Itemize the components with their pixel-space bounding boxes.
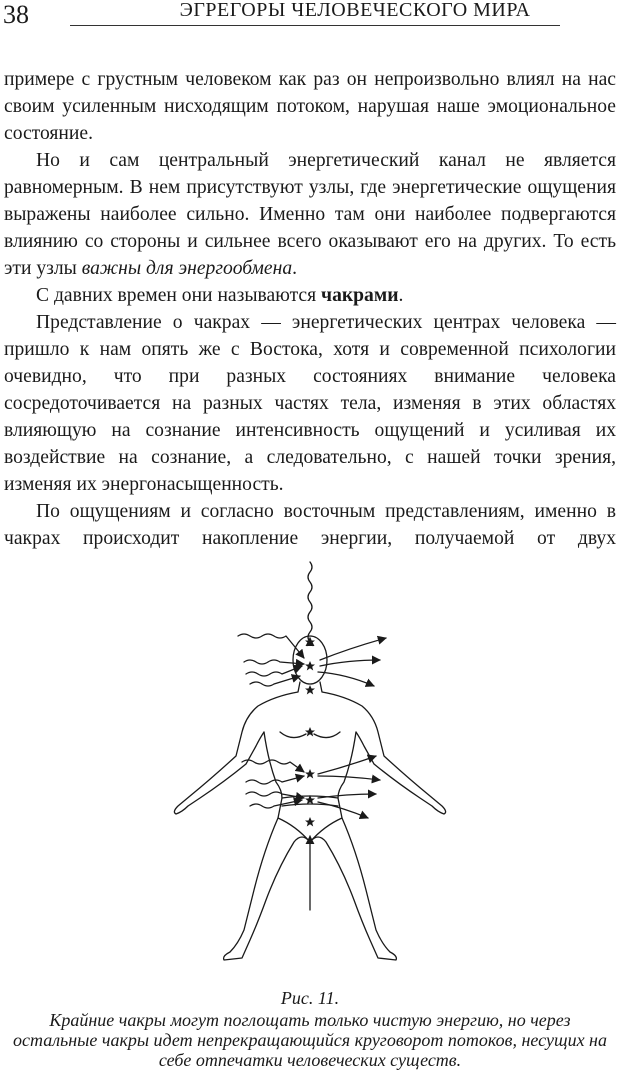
paragraph-2-text: Но и сам центральный энергетический канал не является равномерным. В нем присутствуют узлы, где энергетические ощущения выражены наиболее сильно. Именно там они наиболее подвергаются влиянию со стороны и сильнее всего оказывают его на других. То есть эти узлы — [4, 150, 616, 279]
paragraph-4: Представление о чакрах — энергетических центрах человека — пришло к нам опять же с Востока, хотя и современной психологии очевидно, что при разных состояниях внимание человека сосредоточивается на разных частях тела, изменяя в этих областях влияющую на сознание интенсивность ощущений и усиливая их воздействие на сознание, а следовательно, с нашей точки зрения, изменяя их энергонасыщенность. — [4, 312, 616, 495]
running-title: ЭГРЕГОРЫ ЧЕЛОВЕЧЕСКОГО МИРА — [179, 0, 531, 21]
chakra-figure-illustration — [150, 550, 470, 980]
chakra-star-heart — [305, 727, 315, 737]
paragraph-1: примере с грустным человеком как раз он непроизвольно влиял на нас своим усиленным нисходящим потоком, нарушая наше эмоциональное состояние. — [4, 69, 616, 144]
figure-label: Рис. 11. — [280, 988, 340, 1008]
paragraph-3-end: . — [398, 285, 404, 306]
figure-caption: Крайние чакры могут поглощать только чистую энергию, но через остальные чакры идет непрекращающийся круговорот потоков, несущих на себе отпечатки человеческих существ. — [13, 1010, 607, 1070]
body-text — [4, 66, 616, 552]
chakra-star-throat — [305, 685, 315, 695]
chakra-star-crown — [305, 637, 315, 647]
paragraph-2 — [4, 147, 616, 282]
header-rule — [70, 25, 560, 26]
chakra-star-brow — [305, 661, 315, 671]
paragraph-3-text: С давних времен они называются — [36, 285, 322, 306]
outgoing-flows — [318, 638, 386, 818]
chakra-star-root — [305, 817, 315, 827]
paragraph-5: По ощущениям и согласно восточным представлениям, именно в чакрах происходит накопление энергии, получаемой от двух — [4, 501, 616, 549]
paragraph-2-end: . — [292, 258, 298, 279]
page-number: 38 — [3, 0, 29, 29]
chakras-term: чакрами — [321, 285, 399, 306]
chakra-stars — [305, 637, 315, 827]
paragraph-2-emphasis: важны для энергообмена — [81, 258, 293, 279]
chakra-star-solar — [305, 769, 315, 779]
paragraph-3 — [4, 282, 616, 309]
top-energy-arrow — [308, 562, 312, 642]
incoming-flows — [238, 634, 304, 808]
